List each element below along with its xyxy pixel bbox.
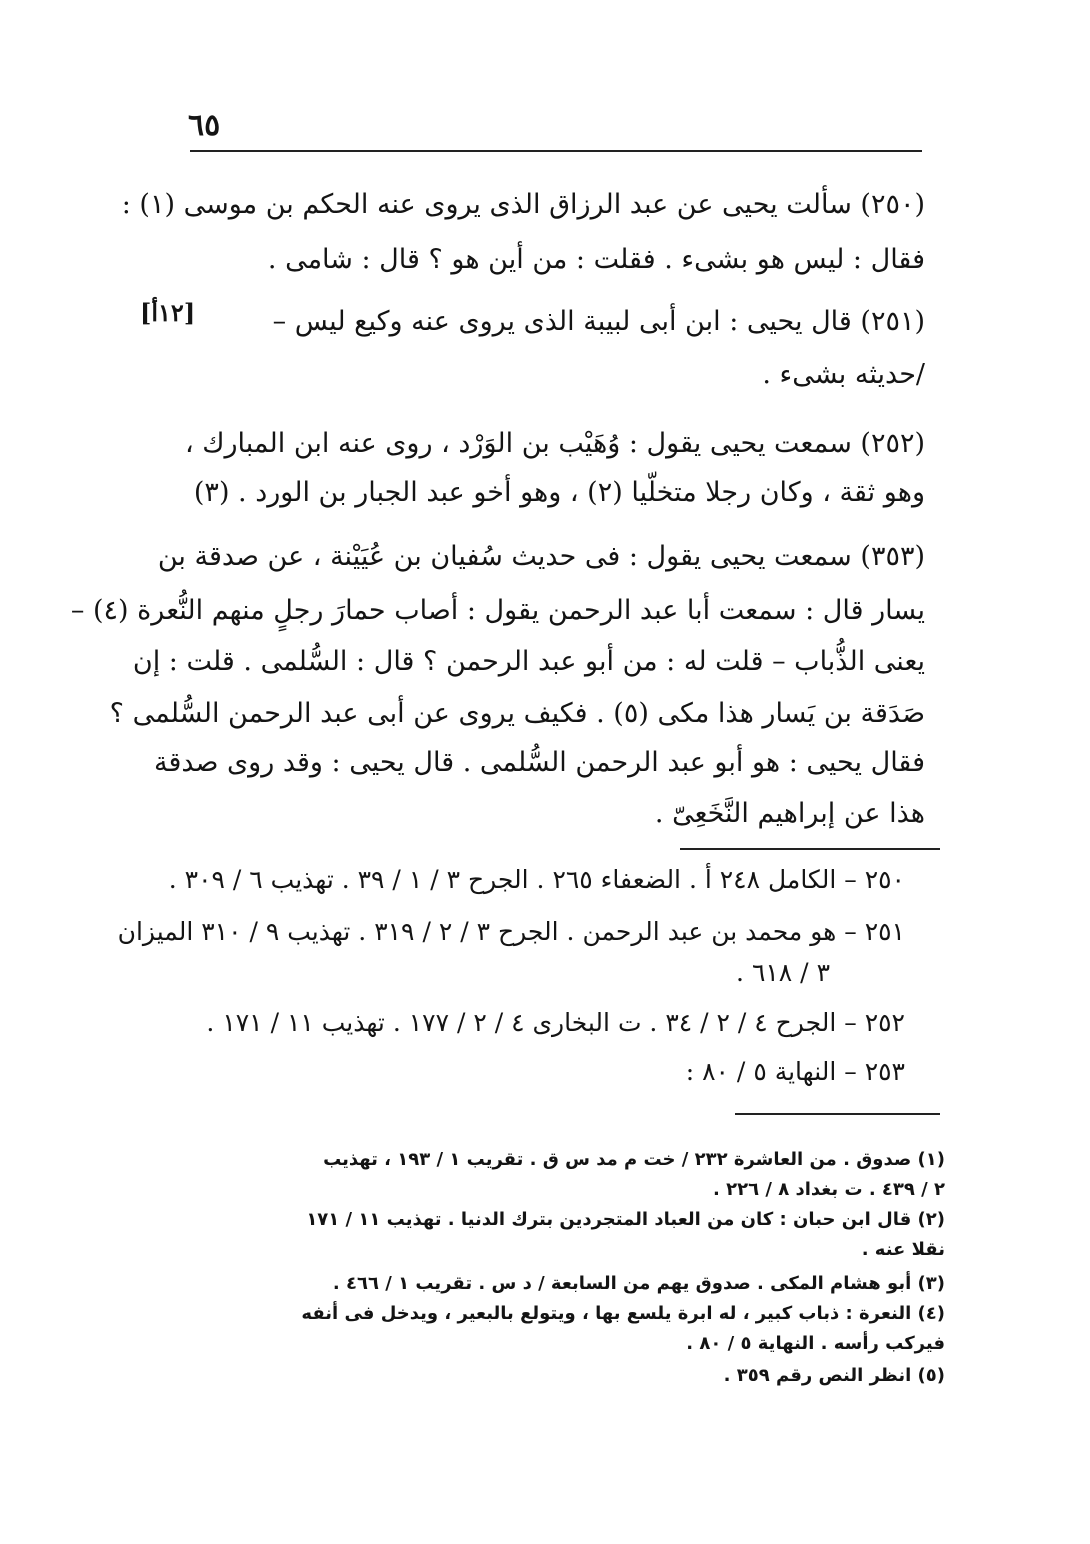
text-line: يسار قال : سمعت أبا عبد الرحمن يقول : أصاب حمارَ رجلٍ منهم النُّعرة (٤) – <box>70 595 925 626</box>
text-line: (٣٥٣) سمعت يحيى يقول : فى حديث سُفيان بن عُيَيْنة ، عن صدقة بن <box>157 541 925 572</box>
text-line: صَدَقة بن يَسار هذا مكى (٥) . فكيف يروى عن أبى عبد الرحمن السُّلمى ؟ <box>109 698 925 729</box>
text-line: /حديثه بشىء . <box>762 359 925 390</box>
reference-line: ٢٥٠ – الكامل ٢٤٨ أ . الضعفاء ٢٦٥ . الجرح ٣ / ١ / ٣٩ . تهذيب ٦ / ٣٠٩ . <box>168 865 905 894</box>
text-line: وهو ثقة ، وكان رجلا متخلّيا (٢) ، وهو أخو عبد الجبار بن الورد . (٣) <box>193 477 925 508</box>
footnote-line: ٢ / ٤٣٩ . ت بغداد ٨ / ٢٢٦ . <box>713 1179 945 1200</box>
text-line: (٢٥٢) سمعت يحيى يقول : وُهَيْب بن الوَرْد ، روى عنه ابن المبارك ، <box>184 428 925 459</box>
footnote-line: (١) صدوق . من العاشرة ٢٣٢ / خت م مد س ق . تقريب ١ / ١٩٣ ، تهذيب <box>323 1149 945 1170</box>
reference-line: ٣ / ٦١٨ . <box>736 958 830 987</box>
footnote-line: نقلا عنه . <box>861 1239 945 1260</box>
page-number: ٦٥ <box>188 108 221 143</box>
text-line: فقال يحيى : هو أبو عبد الرحمن السُّلمى . قال يحيى : وقد روى صدقة <box>153 747 925 778</box>
reference-line: ٢٥٣ – النهاية ٥ / ٨٠ : <box>685 1057 905 1086</box>
text-line: هذا عن إبراهيم النَّخَعِىّ . <box>654 798 925 829</box>
reference-line: ٢٥٢ – الجرح ٤ / ٢ / ٣٤ . ت البخارى ٤ / ٢ / ١٧٧ . تهذيب ١١ / ١٧١ . <box>206 1008 905 1037</box>
header-rule <box>190 150 922 152</box>
text-line: (٢٥٠) سألت يحيى عن عبد الرزاق الذى يروى عنه الحكم بن موسى (١) : <box>121 189 925 220</box>
footnote-line: (٥) انظر النص رقم ٣٥٩ . <box>723 1365 945 1386</box>
footnote-line: (٢) قال ابن حبان : كان من العباد المتجردين بترك الدنيا . تهذيب ١١ / ١٧١ <box>306 1209 945 1230</box>
text-line: (٢٥١) قال يحيى : ابن أبى لبيبة الذى يروى عنه وكيع ليس – <box>272 306 925 337</box>
text-line: فقال : ليس هو بشىء . فقلت : من أين هو ؟ قال : شامى . <box>267 244 925 275</box>
reference-line: ٢٥١ – هو محمد بن عبد الرحمن . الجرح ٣ / ٢ / ٣١٩ . تهذيب ٩ / ٣١٠ الميزان <box>117 917 905 946</box>
footnote-line: (٤) النعرة : ذباب كبير ، له ابرة يلسع بها ، ويتولع بالبعير ، ويدخل فى أنفه <box>301 1303 945 1324</box>
footnotes-rule <box>735 1113 940 1115</box>
text-line: يعنى الذُّباب – قلت له : من أبو عبد الرحمن ؟ قال : السُّلمى . قلت : إن <box>132 646 925 677</box>
footnote-line: (٣) أبو هشام المكى . صدوق يهم من السابعة / د س . تقريب ١ / ٤٦٦ . <box>332 1273 945 1294</box>
margin-folio-marker: [١٢أ] <box>140 298 196 327</box>
footnote-line: فيركب رأسه . النهاية ٥ / ٨٠ . <box>686 1333 945 1354</box>
references-rule <box>680 848 940 850</box>
